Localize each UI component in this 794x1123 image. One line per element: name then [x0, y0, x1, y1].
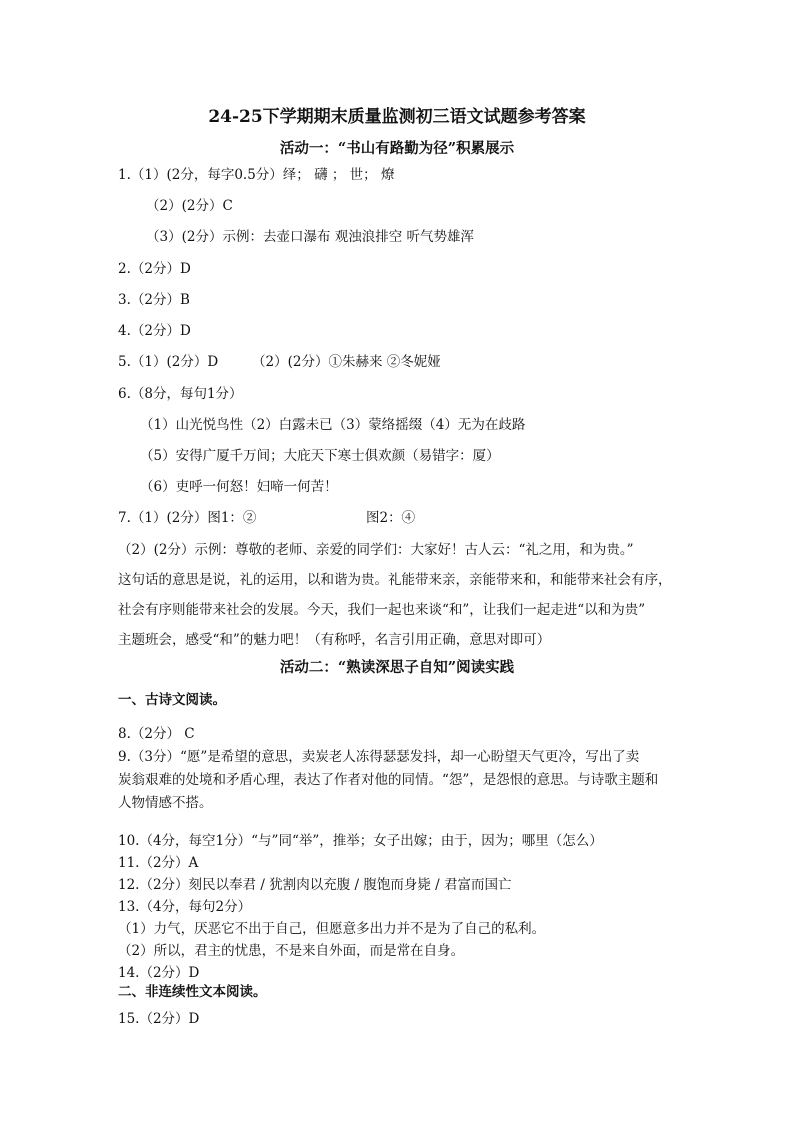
answer-q9-line1: 9.（3分）“愿”是希望的意思，卖炭老人冻得瑟瑟发抖，却一心盼望天气更冷，写出了卖	[118, 749, 640, 765]
document-title: 24-25下学期期末质量监测初三语文试题参考答案	[208, 107, 586, 127]
answer-q1-part3: （3）(2分）示例：去壶口瀑布 观浊浪排空 听气势雄浑	[146, 229, 475, 245]
answer-q6-line2: （5）安得广厦千万间；大庇天下寒士俱欢颜（易错字：厦）	[140, 448, 500, 464]
section-two-heading: 二、非连续性文本阅读。	[118, 984, 267, 1000]
answer-q9-line2: 炭翁艰难的处境和矛盾心理，表达了作者对他的同情。“怨”，是怨恨的意思。与诗歌主题和	[118, 772, 659, 788]
answer-q7-part1-fig1: 7.（1）(2分）图1：②	[118, 510, 257, 526]
answer-q15: 15.（2分）D	[118, 1011, 200, 1027]
answer-q11: 11.（2分）A	[118, 855, 199, 871]
answer-q7-part1-fig2: 图2：④	[366, 510, 416, 526]
answer-q1-part1: 1.（1）(2分，每字0.5分）绎； 礴 ； 世； 燎	[118, 167, 395, 183]
answer-q7-part2-line2: 这句话的意思是说，礼的运用，以和谐为贵。礼能带来亲，亲能带来和，和能带来社会有序，	[118, 572, 672, 588]
answer-q13-header: 13.（4分，每句2分）	[118, 899, 252, 915]
answer-q4: 4.（2分）D	[118, 323, 191, 339]
answer-q5-part2: （2）(2分）①朱赫来 ②冬妮娅	[252, 354, 441, 370]
answer-q13-part1: （1）力气，厌恶它不出于自己，但愿意多出力并不是为了自己的私利。	[118, 921, 546, 937]
answer-q8: 8.（2分） C	[118, 726, 195, 742]
answer-q14: 14.（2分）D	[118, 965, 200, 981]
answer-q3: 3.（2分）B	[118, 292, 190, 308]
answer-q12: 12.（2分）刻民以奉君 / 犹割肉以充腹 / 腹饱而身毙 / 君富而国亡	[118, 877, 512, 893]
answer-q2: 2.（2分）D	[118, 261, 191, 277]
answer-q1-part2: （2）(2分）C	[146, 198, 233, 214]
answer-q7-part2-line4: 主题班会，感受“和”的魅力吧！（有称呼，名言引用正确，意思对即可）	[118, 632, 551, 648]
section-one-heading: 一、古诗文阅读。	[118, 692, 226, 708]
answer-q6-line3: （6）吏呼一何怒！妇啼一何苦！	[140, 479, 338, 495]
answer-q7-part2-line3: 社会有序则能带来社会的发展。今天，我们一起也来谈“和”，让我们一起走进“以和为贵”	[118, 602, 646, 618]
answer-q7-part2-line1: （2）(2分）示例：尊敬的老师、亲爱的同学们：大家好！古人云：“礼之用，和为贵。”	[118, 542, 634, 558]
activity-one-heading: 活动一：“书山有路勤为径”积累展示	[279, 140, 515, 157]
activity-two-heading: 活动二：“熟读深思子自知”阅读实践	[279, 659, 515, 676]
answer-q6-header: 6.（8分，每句1分）	[118, 386, 243, 402]
answer-q6-line1: （1）山光悦鸟性（2）白露未已（3）蒙络摇缀（4）无为在歧路	[140, 417, 526, 433]
answer-q13-part2: （2）所以，君主的忧患，不是来自外面，而是常在自身。	[118, 943, 465, 959]
answer-q5-part1: 5.（1）(2分）D	[118, 354, 219, 370]
answer-q9-line3: 人物情感不搭。	[118, 795, 213, 811]
answer-q10: 10.（4分，每空1分）“与”同“举”，推举；女子出嫁；由于，因为；哪里（怎么）	[118, 833, 603, 849]
